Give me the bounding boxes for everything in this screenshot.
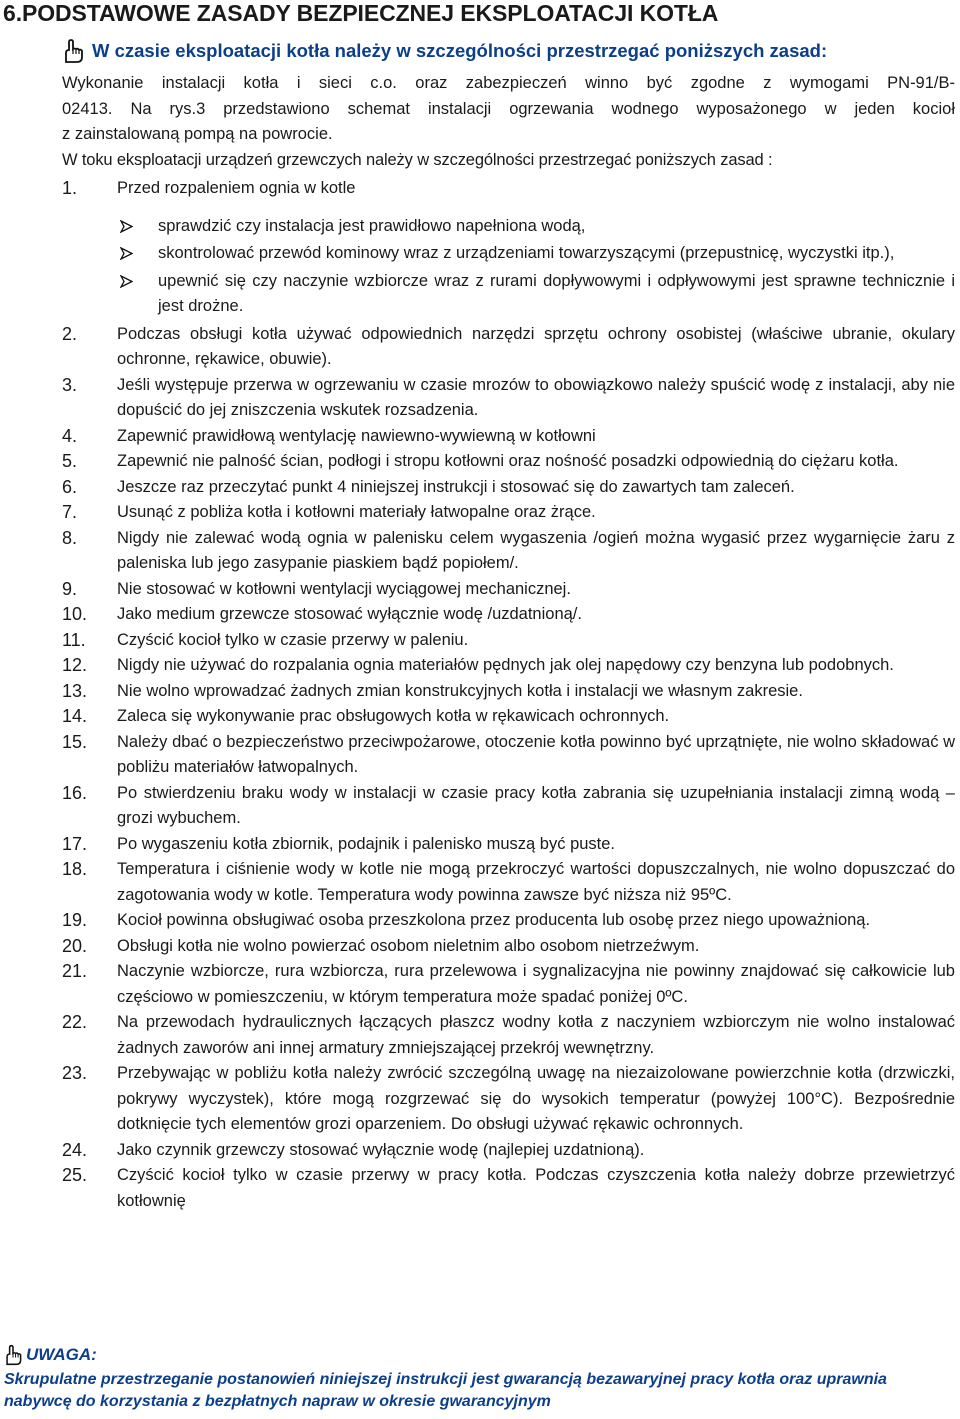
list-item [62, 857, 955, 908]
intro-text: 3 przedstawiono schemat instalacji ogrzewania wodnego wyposażonego w jeden kocioł [196, 99, 955, 118]
list-item [62, 730, 955, 781]
item-text: Jako czynnik grzewczy stosować wyłącznie wodę (najlepiej uzdatnioną). [117, 1140, 645, 1159]
item-text: Po wygaszeniu kotła zbiornik, podajnik i palenisko muszą być puste. [117, 834, 616, 853]
page-title: 6.PODSTAWOWE ZASADY BEZPIECZNEJ EKSPLOATACJI KOTŁA [3, 0, 719, 26]
list-item [62, 526, 955, 577]
intro-line: W toku eksploatacji urządzeń grzewczych należy w szczególności przestrzegać poniższych zasad : [62, 150, 773, 169]
item-text: Na przewodach hydraulicznych łączących płaszcz wodny kotła z naczyniem wzbiorczym nie wolno instalować żadnych zaworów ani innej armatury zmniejszającej przekrój wewnętrzny. [117, 1013, 955, 1057]
list-item [62, 704, 955, 730]
item-text: Zapewnić nie palność ścian, podłogi i stropu kotłowni oraz nośność posadzki odpowiednią do ciężaru kotła. [117, 452, 899, 470]
pointing-hand-icon [2, 1344, 24, 1366]
item-text: Czyścić kocioł tylko w czasie przerwy w paleniu. [117, 630, 469, 649]
list-item [62, 653, 955, 679]
bullet-list-container [62, 214, 955, 320]
item-text: Usunąć z pobliża kotła i kotłowni materiały łatwopalne oraz żrące. [117, 503, 596, 521]
bullet-text: skontrolować przewód kominowy wraz z urządzeniami towarzyszącymi (przepustnicę, wyczystki itp.), [158, 244, 895, 262]
item-text: Naczynie wzbiorcze, rura wzbiorcza, rura przelewowa i sygnalizacyjna nie powinny znajdować się całkowicie lub częściowo w pomieszczeniu, w którym temperatura może spadać poniżej 0ºC. [117, 962, 955, 1006]
item-number: 23. [62, 1063, 88, 1083]
item-text: Nie stosować w kotłowni wentylacji wyciągowej mechanicznej. [117, 579, 571, 598]
item-number: 10. [62, 604, 88, 624]
item-text: Zaleca się wykonywanie prac obsługowych kotła w rękawicach ochronnych. [117, 707, 670, 725]
list-item [62, 373, 955, 424]
item-text: Czyścić kocioł tylko w czasie przerwy w pracy kotła. Podczas czyszczenia kotła należy dobrze przewietrzyć kotłownię [117, 1166, 955, 1210]
bullet-text: sprawdzić czy instalacja jest prawidłowo napełniona wodą, [158, 216, 586, 235]
item-number: 9. [62, 578, 78, 599]
item-number: 17. [62, 833, 88, 854]
item-number: 8. [62, 527, 78, 548]
item-text: Należy dbać o bezpieczeństwo przeciwpożarowe, otoczenie kotła powinno być uprzątnięte, nie wolno składować w pobliżu materiałów łatwopalnych. [117, 732, 955, 776]
item-number: 3. [62, 374, 78, 395]
list-item [62, 908, 955, 934]
item-text: Jeszcze raz przeczytać punkt 4 niniejszej instrukcji i stosować się do zawartych tam zaleceń. [117, 477, 795, 496]
item-number: 12. [62, 655, 88, 675]
item-text: Przed rozpaleniem ognia w kotle [117, 179, 356, 197]
item-text: Po stwierdzeniu braku wody w instalacji w czasie pracy kotła zabrania się uzupełniania instalacji zimną wodą – grozi wybuchem. [117, 783, 955, 827]
section-subtitle: W czasie eksploatacji kotła należy w szczególności przestrzegać poniższych zasad: [92, 40, 828, 61]
item-text: Kocioł powinna obsługiwać osoba przeszkolona przez producenta lub osobę przez niego upoważnioną. [117, 911, 871, 929]
item-number: 14. [62, 706, 88, 726]
item-number: 24. [62, 1139, 88, 1160]
warning-heading-row [2, 1344, 97, 1366]
list-item [62, 602, 955, 628]
item-text: Jeśli występuje przerwa w ogrzewaniu w czasie mrozów to obowiązkowo należy spuścić wodę z instalacji, aby nie dopuścić do jej zniszczenia wskutek rozsadzenia. [117, 375, 955, 419]
item-number: 11. [62, 629, 86, 650]
intro-paragraph [62, 71, 955, 173]
list-item [62, 934, 955, 960]
item-number: 13. [62, 680, 88, 701]
item-number: 15. [62, 731, 88, 752]
list-item [62, 832, 955, 858]
item-number: 25. [62, 1165, 88, 1185]
warning-text: Skrupulatne przestrzeganie postanowień niniejszej instrukcji jest gwarancją bezawaryjnej pracy kotła oraz uprawnia nabywcę do korzystania z bezpłatnych napraw w okresie gwarancyjnym [4, 1371, 887, 1410]
item-number: 6. [62, 476, 78, 497]
bullet-item [62, 269, 955, 320]
intro-line [62, 97, 955, 123]
list-item [62, 449, 955, 475]
rules-list [62, 176, 955, 1214]
subtitle-row [60, 38, 827, 64]
item-number: 21. [62, 961, 88, 981]
list-item [62, 1163, 955, 1214]
list-item [62, 424, 955, 450]
item-number: 18. [62, 859, 88, 879]
item-text: Obsługi kotła nie wolno powierzać osobom nieletnim albo osobom nietrzeźwym. [117, 936, 700, 955]
list-item [62, 176, 955, 202]
item-number: 1. [62, 178, 78, 198]
pointing-hand-icon [60, 38, 86, 64]
item-text: Nigdy nie używać do rozpalania ognia materiałów pędnych jak olej napędowy czy benzyna lub podobnych. [117, 656, 894, 674]
item-number: 7. [62, 502, 78, 522]
warning-label: UWAGA: [26, 1345, 97, 1364]
arrowhead-bullet-icon [62, 269, 150, 320]
item-number: 2. [62, 323, 78, 344]
item-number: 16. [62, 782, 88, 803]
list-item [62, 1061, 955, 1138]
list-item [62, 475, 955, 501]
list-item [62, 500, 955, 526]
item-number: 20. [62, 935, 88, 956]
item-text: Nigdy nie zalewać wodą ognia w palenisku celem wygaszenia /ogień można wygasić przez wygarnięcie żaru z paleniska lub jego zasypanie piaskiem bądź popiołem/. [117, 528, 955, 572]
item-number: 4. [62, 425, 78, 446]
intro-text: 02413. Na rys. [62, 99, 197, 118]
list-item [62, 322, 955, 373]
bullet-text: upewnić się czy naczynie wzbiorcze wraz z rurami dopływowymi i odpływowymi jest sprawne technicznie i jest drożne. [158, 271, 955, 315]
list-item [62, 628, 955, 654]
list-item [62, 959, 955, 1010]
arrowhead-bullet-icon [62, 241, 150, 269]
list-item [62, 1010, 955, 1061]
item-text: Jako medium grzewcze stosować wyłącznie wodę /uzdatnioną/. [117, 605, 582, 623]
intro-line: Wykonanie instalacji kotła i sieci c.o. oraz zabezpieczeń winno być zgodne z wymogami PN-91/B- [62, 74, 955, 92]
item-text: Nie wolno wprowadzać żadnych zmian konstrukcyjnych kotła i instalacji we własnym zakresie. [117, 681, 803, 700]
item-number: 19. [62, 910, 88, 930]
list-item [62, 1138, 955, 1164]
item-text: Temperatura i ciśnienie wody w kotle nie mogą przekroczyć wartości dopuszczalnych, nie wolno dopuszczać do zagotowania wody w kotle. Temperatura wody powinna zawsze być niższa niż 95ºC. [117, 860, 955, 904]
list-item [62, 679, 955, 705]
bullet-list [62, 214, 955, 320]
item-number: 5. [62, 451, 78, 471]
item-text: Zapewnić prawidłową wentylację nawiewno-wywiewną w kotłowni [117, 426, 596, 445]
list-item [62, 577, 955, 603]
item-number: 22. [62, 1012, 88, 1032]
arrowhead-bullet-icon [62, 214, 150, 242]
list-item [62, 781, 955, 832]
bullet-item [62, 214, 955, 242]
intro-line: z zainstalowaną pompą na powrocie. [62, 125, 333, 143]
item-text: Podczas obsługi kotła używać odpowiednich narzędzi sprzętu ochrony osobistej (właściwe ubranie, okulary ochronne, rękawice, obuwie). [117, 324, 955, 368]
item-text: Przebywając w pobliżu kotła należy zwrócić szczególną uwagę na niezaizolowane powierzchnie kotła (drzwiczki, pokrywy wyczystek), które mogą rozgrzewać się do wysokich temperatur (powyżej 100°C). Bezpośrednie dotknięcie tych elementów grozi oparzeniem. Do obsługi używać rękawic ochronnych. [117, 1064, 955, 1133]
bullet-item [62, 241, 955, 269]
